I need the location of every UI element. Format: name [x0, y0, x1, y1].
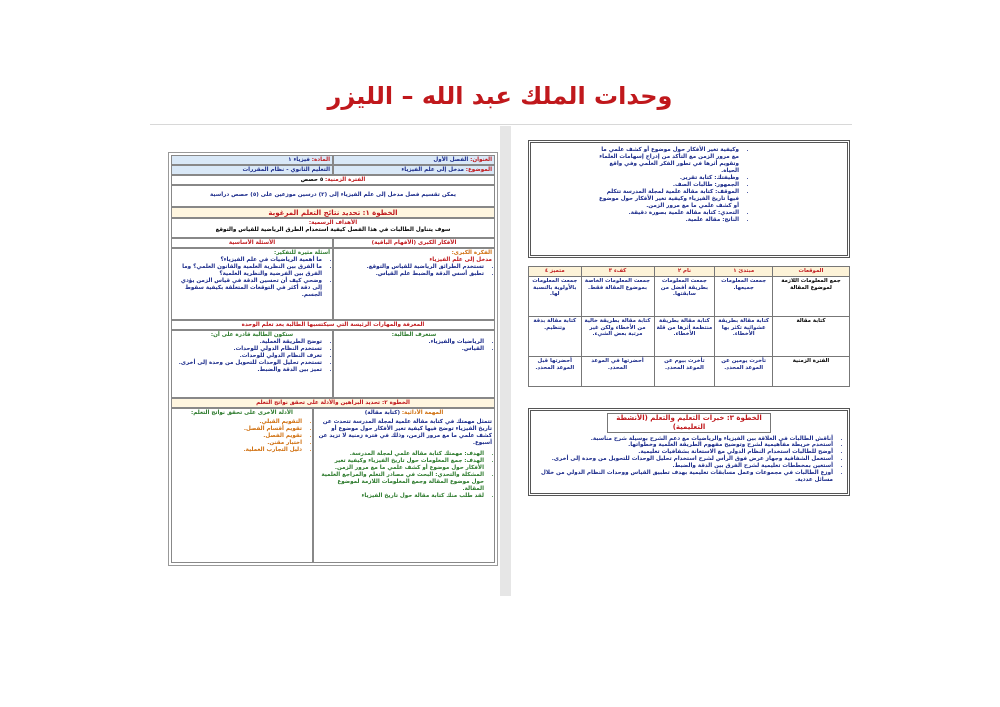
title-cell: العنوان: الفصل الأول — [333, 155, 495, 165]
evidence-cell: الأدلة الأخرى على تحقق نواتج التعلم: • التقويم القبلي. • تقويم أقسام الفصل. • تقويم الفصل. • اختبار مقنن. • دليل التجارب العملية. — [171, 408, 313, 563]
activity-item: • أستعين بمخططات تعليمية لشرح الفرق بين الدقة والضبط. — [537, 463, 833, 470]
activity-item: • أناقش الطالبات في العلاقة بين الفيزياء والرياضيات مع دعم الشرح بوسيلة شرح مناسبة. — [537, 436, 833, 443]
goals-cell: الأهداف الرسمية: سوف يتناول الطالبات في هذا الفصل كيفية استخدام الطرق الرياضية للقياس والتوقع — [171, 218, 495, 238]
topic-cell: الموضوع: مدخل إلى علم الفيزياء — [333, 165, 495, 175]
able-item: • تستخدم تحليل الوحدات للتحويل من وحدة إلى أخرى. — [174, 360, 322, 367]
rubric-criterion: الفترة الزمنية — [773, 356, 850, 386]
rubric-cell: جمعت المعلومات جميعها. — [715, 276, 773, 316]
step3-heading: الخطوة ٣: خبرات التعليم والتعلم (الأنشطة التعليمية) — [607, 413, 771, 433]
right-top-box — [528, 140, 850, 258]
rubric-cell: كتابة مقالة بطريقة منتظمة أثرها من قلة الأخطاء. — [654, 316, 715, 356]
big-ideas-heading: الأفكار الكبرى (الأفهام الباقية) — [333, 238, 495, 248]
activity-item: • أوضح للطالبات استخدام النظام الدولي مع الاستعانة بشفافيات تعليمية. — [537, 449, 833, 456]
rubric-cell: كتابة مقالة بطريقة خالية من الأخطاء ولكن غير مرتبة بعض الشيء. — [581, 316, 654, 356]
step1-heading: الخطوة ١: تحديد نتائج التعلم المرغوبة — [171, 207, 495, 218]
left-page — [168, 152, 498, 566]
subject-cell: المادة: فيزياء ١ — [171, 155, 333, 165]
rubric-header: متميز ٤ — [529, 267, 582, 277]
task-detail-item: • وظيفتك: كتابة تقرير. — [597, 175, 739, 182]
big-idea-item: • تطبق أسس الدقة والضبط علم القياس. — [336, 271, 484, 278]
grasps-item: • المشكلة والتحدي: البحث في مصادر التعلم والمراجع العلمية حول موضوع المقالة وجمع المعلومات اللازمة لموضوع المقالة. — [316, 472, 484, 493]
key-questions-cell: أسئلة مثيرة للتفكير: • ما أهمية الرياضيات في علم الفيزياء؟ • ما الفرق بين النظرية العلمية والقانون العلمي؟ وما الفرق بين الفرضية والنظرية العلمية؟ • وضحي كيف أن تحسين الدقة في قياس الزمن يؤدي إلى دقة أكثر في التوقعات المتعلقة بكيفية سقوط الجسم. — [171, 248, 333, 320]
rubric-criterion: جمع المعلومات اللازمة لموضوع المقالة — [773, 276, 850, 316]
able-item: • تستخدم النظام الدولي للوحدات. — [174, 346, 322, 353]
rubric-cell: كتابة مقالة بطريقة عشوائية تكثر بها الأخطاء. — [715, 316, 773, 356]
evidence-item: • تقويم الفصل. — [174, 433, 302, 440]
evidence-item: • التقويم القبلي. — [174, 419, 302, 426]
page-gutter — [500, 126, 511, 596]
rubric-criterion: كتابة مقالة — [773, 316, 850, 356]
key-question-item: • ما الفرق بين النظرية العلمية والقانون العلمي؟ وما الفرق بين الفرضية والنظرية العلمية؟ — [174, 264, 322, 278]
page-title: وحدات الملك عبد الله – الليزر — [327, 82, 673, 110]
task-detail-item: • التحدي: كتابة مقالة علمية بصورة دقيقة. — [597, 210, 739, 217]
skills-heading: المعرفة والمهارات الرئيسة التي سيكتسبها الطالبة بعد تعلم الوحدة — [171, 320, 495, 330]
rubric-cell: جمعت المعلومات بالأولوية بالنسبة لها. — [529, 276, 582, 316]
rubric-header: كفء ٣ — [581, 267, 654, 277]
step2-heading: الخطوة ٢: تحديد البراهين والأدلة على تحقق نواتج التعلم — [171, 398, 495, 408]
rubric-cell: جمعت المعلومات بطريقة أفضل من سابقتها. — [654, 276, 715, 316]
rubric-header: مبتدئ ١ — [715, 267, 773, 277]
header-divider — [150, 124, 852, 125]
grasps-item: • الهدف: جمع المعلومات حول تاريخ الفيزياء وكيفية تغير الأفكار حول موضوع أو كشف علمي ما مع مرور الزمن. — [316, 458, 484, 472]
task-detail-item: • وكيفية تغير الأفكار حول موضوع أو كشف علمي ما مع مرور الزمن مع التأكد من إدراج إسهامات العلماء وتقويم أثرها في تطور الفكر العلمي وفي واقع الحياة. — [597, 147, 739, 175]
rubric-header: الموقعات — [773, 267, 850, 277]
rubric-cell: أحضرتها قبل الموعد المحدد. — [529, 356, 582, 386]
rubric-cell: تأخرت بيوم عن الموعد المحدد. — [654, 356, 715, 386]
activity-item: • أستعمل الشفافية وجهاز عرض فوق الرأس لشرح استخدام تحليل الوحدات للتحويل من وحدة إلى أخرى. — [537, 456, 833, 463]
rubric-cell: جمعت المعلومات الخاصة بموضوع المقالة فقط. — [581, 276, 654, 316]
intro-text: يمكن تقسيم فصل مدخل إلى علم الفيزياء إلى (٢) درسين موزعين على (٥) حصص دراسية — [171, 185, 495, 207]
able-item: • توضح الطريقة العملية. — [174, 339, 322, 346]
rubric-cell: تأخرت يومين عن الموعد المحدد. — [715, 356, 773, 386]
big-ideas-cell: الفكرة الكبرى: مدخل إلى علم الفيزياء • تستخدم الطرائق الرياضية للقياس والتوقع. • تطبق أسس الدقة والضبط علم القياس. — [333, 248, 495, 320]
know-cell: ستعرف الطالبة: • الرياضيات والفيزياء. • القياس. — [333, 330, 495, 398]
task-detail-item: • الناتج: مقالة علمية. — [597, 217, 739, 224]
evidence-item: • دليل التجارب العملية. — [174, 447, 302, 454]
evidence-item: • اختبار مقنن. — [174, 440, 302, 447]
activity-item: • أستخدم خريطة مفاهيمية لشرح وتوضيح مفهوم الطريقة العلمية وخطواتها. — [537, 442, 833, 449]
big-idea-item: • تستخدم الطرائق الرياضية للقياس والتوقع. — [336, 264, 484, 271]
evidence-item: • تقويم أقسام الفصل. — [174, 426, 302, 433]
able-cell: ستكون الطالبة قادرة على أن: • توضح الطريقة العملية. • تستخدم النظام الدولي للوحدات. • تعرف النظام الدولي للوحدات. • تستخدم تحليل الوحدات للتحويل من وحدة إلى أخرى. • تميز بين الدقة والضبط. — [171, 330, 333, 398]
grasps-item: • لقد طلب منك كتابة مقالة حول تاريخ الفيزياء — [316, 493, 484, 500]
rubric-table — [528, 266, 850, 387]
task-detail-item: • الموقف: كتابة مقالة علمية لمجلة المدرسة تتكلم فيها تاريخ الفيزياء وكيفية تغير الأفكار حول موضوع أو كشف علمي ما مع مرور الزمن. — [597, 189, 739, 210]
period-cell: الفترة الزمنية: ٥ حصص — [171, 175, 495, 185]
grasps-item: • الهدف: مهمتك كتابة مقالة علمي لمجلة المدرسة. — [316, 451, 484, 458]
able-item: • تميز بين الدقة والضبط. — [174, 367, 322, 374]
task-detail-item: • الجمهور: طالبات الصف. — [597, 182, 739, 189]
rubric-cell: كتابة مقالة بدقة وتنظيم. — [529, 316, 582, 356]
key-question-item: • وضحي كيف أن تحسين الدقة في قياس الزمن يؤدي إلى دقة أكثر في التوقعات المتعلقة بكيفية سقوط الجسم. — [174, 278, 322, 299]
system-cell: التعليم الثانوي - نظام المقررات — [171, 165, 333, 175]
task-cell: المهمة الأدائية: (كتابة مقالة) تتمثل مهمتك في كتابة مقالة علمية لمجلة المدرسة تتحدث عن تاريخ الفيزياء توضح فيها كيفية تغير الأفكار حول موضوع أو كشف علمي ما مع مرور الزمن، وذلك في فترة زمنية لا تزيد عن أسبوع. • الهدف: مهمتك كتابة مقالة علمي لمجلة المدرسة. • الهدف: جمع المعلومات حول تاريخ الفيزياء وكيفية تغير الأفكار حول موضوع أو كشف علمي ما مع مرور الزمن. • المشكلة والتحدي: البحث في مصادر التعلم والمراجع العلمية حول موضوع المقالة وجمع المعلومات اللازمة لموضوع المقالة. • لقد طلب منك كتابة مقالة حول تاريخ الفيزياء — [313, 408, 495, 563]
able-item: • تعرف النظام الدولي للوحدات. — [174, 353, 322, 360]
rubric-header: نام ٢ — [654, 267, 715, 277]
key-questions-heading: الأسئلة الأساسية — [171, 238, 333, 248]
step3-box — [528, 408, 850, 496]
key-question-item: • ما أهمية الرياضيات في علم الفيزياء؟ — [174, 257, 322, 264]
activity-item: • أوزع الطالبات في مجموعات وعمل مسابقات تعليمية بهدف تطبيق القياس ووحدات النظام الدولي من خلال مسائل عددية. — [537, 470, 833, 484]
know-item: • القياس. — [336, 346, 484, 353]
know-item: • الرياضيات والفيزياء. — [336, 339, 484, 346]
rubric-cell: أحضرتها في الموعد المحدد. — [581, 356, 654, 386]
